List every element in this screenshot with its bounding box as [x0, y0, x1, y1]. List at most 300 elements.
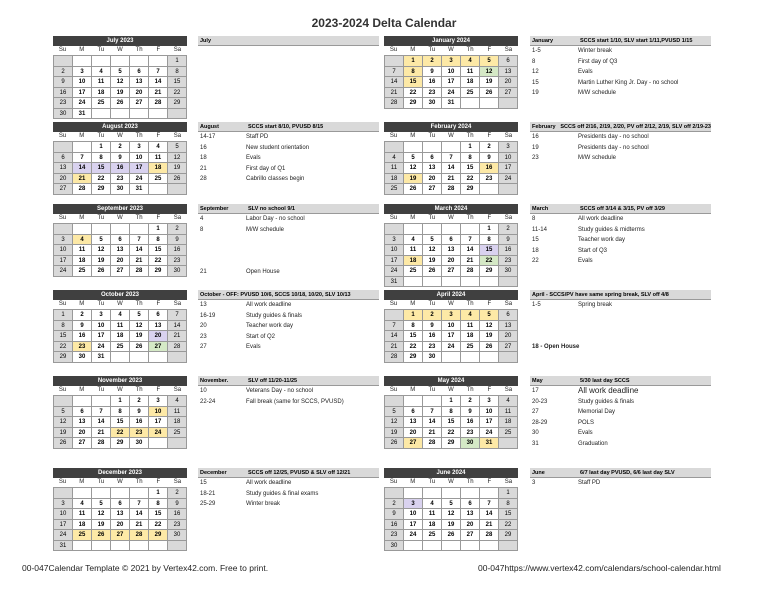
day-cell[interactable]: 15	[480, 245, 499, 256]
day-cell[interactable]: 15	[92, 163, 111, 174]
day-cell[interactable]: 1	[442, 396, 461, 407]
day-cell[interactable]: 27	[442, 266, 461, 277]
day-cell[interactable]: 3	[385, 235, 404, 246]
day-cell[interactable]: 25	[73, 266, 92, 277]
day-cell[interactable]: 31	[54, 541, 73, 552]
day-cell[interactable]: 10	[480, 407, 499, 418]
day-cell[interactable]: 27	[111, 530, 130, 541]
day-cell[interactable]: 29	[54, 352, 73, 363]
day-cell[interactable]: 16	[54, 88, 73, 99]
day-cell[interactable]: 16	[423, 77, 442, 88]
day-cell[interactable]: 28	[385, 98, 404, 109]
day-cell[interactable]: 2	[423, 310, 442, 321]
day-cell[interactable]: 14	[130, 509, 149, 520]
day-cell[interactable]: 28	[168, 342, 187, 353]
day-cell[interactable]: 16	[461, 417, 480, 428]
day-cell[interactable]: 25	[461, 342, 480, 353]
day-cell[interactable]: 3	[480, 396, 499, 407]
day-cell[interactable]: 6	[442, 235, 461, 246]
day-cell[interactable]: 25	[385, 184, 404, 195]
day-cell[interactable]: 9	[111, 153, 130, 164]
day-cell[interactable]: 21	[442, 174, 461, 185]
day-cell[interactable]: 12	[480, 67, 499, 78]
day-cell[interactable]: 12	[168, 153, 187, 164]
day-cell[interactable]: 13	[404, 417, 423, 428]
day-cell[interactable]: 24	[499, 174, 518, 185]
day-cell[interactable]: 1	[461, 142, 480, 153]
day-cell[interactable]: 17	[499, 163, 518, 174]
day-cell[interactable]: 9	[168, 235, 187, 246]
day-cell[interactable]: 24	[73, 98, 92, 109]
day-cell[interactable]: 19	[130, 331, 149, 342]
day-cell[interactable]: 27	[461, 530, 480, 541]
day-cell[interactable]: 18	[168, 417, 187, 428]
day-cell[interactable]: 7	[385, 321, 404, 332]
day-cell[interactable]: 10	[442, 67, 461, 78]
day-cell[interactable]: 27	[54, 184, 73, 195]
day-cell[interactable]: 28	[480, 530, 499, 541]
day-cell[interactable]: 8	[149, 499, 168, 510]
day-cell[interactable]: 5	[385, 407, 404, 418]
day-cell[interactable]: 15	[149, 245, 168, 256]
day-cell[interactable]: 25	[73, 530, 92, 541]
day-cell[interactable]: 28	[149, 98, 168, 109]
day-cell[interactable]: 8	[404, 67, 423, 78]
day-cell[interactable]: 3	[130, 142, 149, 153]
day-cell[interactable]: 1	[111, 396, 130, 407]
day-cell[interactable]: 9	[499, 235, 518, 246]
day-cell[interactable]: 4	[73, 235, 92, 246]
day-cell[interactable]: 21	[480, 520, 499, 531]
day-cell[interactable]: 24	[442, 342, 461, 353]
day-cell[interactable]: 21	[149, 88, 168, 99]
day-cell[interactable]: 23	[480, 174, 499, 185]
day-cell[interactable]: 14	[92, 417, 111, 428]
day-cell[interactable]: 20	[130, 88, 149, 99]
day-cell[interactable]: 10	[404, 509, 423, 520]
day-cell[interactable]: 26	[92, 266, 111, 277]
day-cell[interactable]: 14	[73, 163, 92, 174]
day-cell[interactable]: 31	[442, 98, 461, 109]
day-cell[interactable]: 18	[423, 520, 442, 531]
day-cell[interactable]: 13	[461, 509, 480, 520]
day-cell[interactable]: 12	[423, 245, 442, 256]
day-cell[interactable]: 22	[168, 88, 187, 99]
day-cell[interactable]: 22	[499, 520, 518, 531]
day-cell[interactable]: 24	[385, 266, 404, 277]
day-cell[interactable]: 8	[461, 153, 480, 164]
day-cell[interactable]: 18	[385, 174, 404, 185]
day-cell[interactable]: 1	[404, 56, 423, 67]
day-cell[interactable]: 16	[499, 245, 518, 256]
day-cell[interactable]: 29	[92, 184, 111, 195]
day-cell[interactable]: 22	[149, 256, 168, 267]
day-cell[interactable]: 17	[404, 520, 423, 531]
day-cell[interactable]: 15	[404, 77, 423, 88]
day-cell[interactable]: 25	[168, 428, 187, 439]
day-cell[interactable]: 30	[385, 541, 404, 552]
day-cell[interactable]: 3	[54, 235, 73, 246]
day-cell[interactable]: 6	[149, 310, 168, 321]
day-cell[interactable]: 30	[168, 530, 187, 541]
day-cell[interactable]: 11	[111, 321, 130, 332]
day-cell[interactable]: 1	[149, 224, 168, 235]
day-cell[interactable]: 1	[149, 488, 168, 499]
day-cell[interactable]: 5	[423, 235, 442, 246]
day-cell[interactable]: 26	[404, 184, 423, 195]
day-cell[interactable]: 7	[130, 499, 149, 510]
day-cell[interactable]: 7	[423, 407, 442, 418]
day-cell[interactable]: 7	[149, 67, 168, 78]
day-cell[interactable]: 8	[404, 321, 423, 332]
day-cell[interactable]: 4	[404, 235, 423, 246]
day-cell[interactable]: 26	[423, 266, 442, 277]
day-cell[interactable]: 4	[423, 499, 442, 510]
day-cell[interactable]: 10	[385, 245, 404, 256]
day-cell[interactable]: 11	[149, 153, 168, 164]
day-cell[interactable]: 21	[461, 256, 480, 267]
day-cell[interactable]: 23	[423, 342, 442, 353]
day-cell[interactable]: 3	[92, 310, 111, 321]
day-cell[interactable]: 19	[54, 428, 73, 439]
day-cell[interactable]: 31	[130, 184, 149, 195]
day-cell[interactable]: 6	[73, 407, 92, 418]
day-cell[interactable]: 7	[130, 235, 149, 246]
day-cell[interactable]: 17	[92, 331, 111, 342]
day-cell[interactable]: 2	[461, 396, 480, 407]
day-cell[interactable]: 23	[73, 342, 92, 353]
day-cell[interactable]: 6	[499, 310, 518, 321]
day-cell[interactable]: 27	[499, 88, 518, 99]
day-cell[interactable]: 23	[385, 530, 404, 541]
day-cell[interactable]: 18	[461, 331, 480, 342]
day-cell[interactable]: 1	[404, 310, 423, 321]
day-cell[interactable]: 28	[461, 266, 480, 277]
day-cell[interactable]: 9	[385, 509, 404, 520]
day-cell[interactable]: 6	[54, 153, 73, 164]
day-cell[interactable]: 5	[442, 499, 461, 510]
day-cell[interactable]: 24	[54, 530, 73, 541]
day-cell[interactable]: 15	[404, 331, 423, 342]
day-cell[interactable]: 9	[130, 407, 149, 418]
day-cell[interactable]: 14	[480, 509, 499, 520]
day-cell[interactable]: 15	[149, 509, 168, 520]
day-cell[interactable]: 26	[385, 438, 404, 449]
day-cell[interactable]: 20	[461, 520, 480, 531]
day-cell[interactable]: 28	[73, 184, 92, 195]
day-cell[interactable]: 3	[149, 396, 168, 407]
day-cell[interactable]: 4	[92, 67, 111, 78]
day-cell[interactable]: 18	[92, 88, 111, 99]
day-cell[interactable]: 17	[54, 520, 73, 531]
day-cell[interactable]: 21	[385, 88, 404, 99]
day-cell[interactable]: 13	[130, 77, 149, 88]
day-cell[interactable]: 24	[54, 266, 73, 277]
day-cell[interactable]: 14	[130, 245, 149, 256]
day-cell[interactable]: 14	[423, 417, 442, 428]
day-cell[interactable]: 3	[404, 499, 423, 510]
day-cell[interactable]: 11	[499, 407, 518, 418]
day-cell[interactable]: 10	[130, 153, 149, 164]
day-cell[interactable]: 25	[149, 174, 168, 185]
day-cell[interactable]: 13	[54, 163, 73, 174]
day-cell[interactable]: 16	[423, 331, 442, 342]
day-cell[interactable]: 2	[73, 310, 92, 321]
day-cell[interactable]: 29	[404, 352, 423, 363]
day-cell[interactable]: 18	[73, 256, 92, 267]
day-cell[interactable]: 8	[168, 67, 187, 78]
day-cell[interactable]: 20	[111, 256, 130, 267]
day-cell[interactable]: 13	[499, 321, 518, 332]
day-cell[interactable]: 30	[168, 266, 187, 277]
day-cell[interactable]: 15	[54, 331, 73, 342]
day-cell[interactable]: 17	[480, 417, 499, 428]
day-cell[interactable]: 24	[92, 342, 111, 353]
day-cell[interactable]: 24	[442, 88, 461, 99]
day-cell[interactable]: 23	[130, 428, 149, 439]
day-cell[interactable]: 17	[442, 331, 461, 342]
day-cell[interactable]: 5	[404, 153, 423, 164]
day-cell[interactable]: 21	[130, 520, 149, 531]
day-cell[interactable]: 5	[168, 142, 187, 153]
day-cell[interactable]: 25	[423, 530, 442, 541]
day-cell[interactable]: 27	[130, 98, 149, 109]
day-cell[interactable]: 9	[461, 407, 480, 418]
day-cell[interactable]: 7	[73, 153, 92, 164]
day-cell[interactable]: 22	[480, 256, 499, 267]
day-cell[interactable]: 11	[168, 407, 187, 418]
day-cell[interactable]: 18	[149, 163, 168, 174]
day-cell[interactable]: 20	[423, 174, 442, 185]
day-cell[interactable]: 20	[149, 331, 168, 342]
day-cell[interactable]: 1	[499, 488, 518, 499]
day-cell[interactable]: 18	[404, 256, 423, 267]
day-cell[interactable]: 24	[480, 428, 499, 439]
day-cell[interactable]: 17	[130, 163, 149, 174]
day-cell[interactable]: 11	[73, 509, 92, 520]
day-cell[interactable]: 19	[480, 77, 499, 88]
day-cell[interactable]: 21	[130, 256, 149, 267]
day-cell[interactable]: 23	[111, 174, 130, 185]
day-cell[interactable]: 2	[130, 396, 149, 407]
day-cell[interactable]: 12	[385, 417, 404, 428]
day-cell[interactable]: 31	[480, 438, 499, 449]
day-cell[interactable]: 6	[111, 499, 130, 510]
day-cell[interactable]: 17	[73, 88, 92, 99]
day-cell[interactable]: 22	[54, 342, 73, 353]
day-cell[interactable]: 16	[385, 520, 404, 531]
day-cell[interactable]: 26	[54, 438, 73, 449]
day-cell[interactable]: 28	[385, 352, 404, 363]
day-cell[interactable]: 5	[54, 407, 73, 418]
day-cell[interactable]: 4	[149, 142, 168, 153]
day-cell[interactable]: 2	[385, 499, 404, 510]
day-cell[interactable]: 23	[461, 428, 480, 439]
day-cell[interactable]: 25	[111, 342, 130, 353]
day-cell[interactable]: 13	[111, 509, 130, 520]
day-cell[interactable]: 14	[149, 77, 168, 88]
day-cell[interactable]: 2	[168, 488, 187, 499]
day-cell[interactable]: 12	[130, 321, 149, 332]
day-cell[interactable]: 8	[499, 499, 518, 510]
day-cell[interactable]: 21	[385, 342, 404, 353]
day-cell[interactable]: 30	[461, 438, 480, 449]
day-cell[interactable]: 16	[168, 245, 187, 256]
day-cell[interactable]: 28	[442, 184, 461, 195]
day-cell[interactable]: 3	[442, 310, 461, 321]
day-cell[interactable]: 24	[404, 530, 423, 541]
day-cell[interactable]: 30	[54, 109, 73, 120]
day-cell[interactable]: 20	[73, 428, 92, 439]
day-cell[interactable]: 28	[130, 530, 149, 541]
day-cell[interactable]: 17	[442, 77, 461, 88]
day-cell[interactable]: 26	[442, 530, 461, 541]
day-cell[interactable]: 22	[404, 342, 423, 353]
day-cell[interactable]: 27	[73, 438, 92, 449]
day-cell[interactable]: 29	[149, 266, 168, 277]
day-cell[interactable]: 29	[499, 530, 518, 541]
day-cell[interactable]: 30	[423, 98, 442, 109]
day-cell[interactable]: 6	[111, 235, 130, 246]
day-cell[interactable]: 9	[423, 321, 442, 332]
day-cell[interactable]: 2	[499, 224, 518, 235]
day-cell[interactable]: 11	[461, 321, 480, 332]
day-cell[interactable]: 3	[54, 499, 73, 510]
day-cell[interactable]: 8	[54, 321, 73, 332]
day-cell[interactable]: 2	[168, 224, 187, 235]
day-cell[interactable]: 15	[442, 417, 461, 428]
day-cell[interactable]: 8	[92, 153, 111, 164]
day-cell[interactable]: 31	[73, 109, 92, 120]
day-cell[interactable]: 1	[54, 310, 73, 321]
day-cell[interactable]: 13	[423, 163, 442, 174]
day-cell[interactable]: 26	[480, 88, 499, 99]
day-cell[interactable]: 30	[499, 266, 518, 277]
day-cell[interactable]: 6	[423, 153, 442, 164]
day-cell[interactable]: 17	[149, 417, 168, 428]
day-cell[interactable]: 7	[385, 67, 404, 78]
day-cell[interactable]: 30	[73, 352, 92, 363]
day-cell[interactable]: 22	[404, 88, 423, 99]
day-cell[interactable]: 12	[54, 417, 73, 428]
day-cell[interactable]: 10	[54, 509, 73, 520]
day-cell[interactable]: 23	[168, 256, 187, 267]
day-cell[interactable]: 19	[404, 174, 423, 185]
day-cell[interactable]: 27	[423, 184, 442, 195]
day-cell[interactable]: 1	[92, 142, 111, 153]
day-cell[interactable]: 10	[92, 321, 111, 332]
day-cell[interactable]: 22	[461, 174, 480, 185]
day-cell[interactable]: 10	[442, 321, 461, 332]
day-cell[interactable]: 4	[385, 153, 404, 164]
day-cell[interactable]: 19	[480, 331, 499, 342]
day-cell[interactable]: 8	[149, 235, 168, 246]
footer-url[interactable]: 00-047https://www.vertex42.com/calendars/school-calendar.html	[478, 563, 721, 573]
day-cell[interactable]: 23	[168, 520, 187, 531]
day-cell[interactable]: 28	[92, 438, 111, 449]
day-cell[interactable]: 11	[423, 509, 442, 520]
day-cell[interactable]: 10	[149, 407, 168, 418]
day-cell[interactable]: 21	[73, 174, 92, 185]
day-cell[interactable]: 23	[423, 88, 442, 99]
day-cell[interactable]: 27	[499, 342, 518, 353]
day-cell[interactable]: 9	[423, 67, 442, 78]
day-cell[interactable]: 7	[442, 153, 461, 164]
day-cell[interactable]: 29	[149, 530, 168, 541]
day-cell[interactable]: 4	[73, 499, 92, 510]
day-cell[interactable]: 19	[442, 520, 461, 531]
day-cell[interactable]: 28	[423, 438, 442, 449]
day-cell[interactable]: 8	[442, 407, 461, 418]
day-cell[interactable]: 5	[111, 67, 130, 78]
day-cell[interactable]: 9	[168, 499, 187, 510]
day-cell[interactable]: 2	[480, 142, 499, 153]
day-cell[interactable]: 29	[480, 266, 499, 277]
day-cell[interactable]: 6	[461, 499, 480, 510]
day-cell[interactable]: 16	[130, 417, 149, 428]
day-cell[interactable]: 11	[461, 67, 480, 78]
day-cell[interactable]: 26	[480, 342, 499, 353]
day-cell[interactable]: 21	[168, 331, 187, 342]
day-cell[interactable]: 19	[92, 520, 111, 531]
day-cell[interactable]: 26	[92, 530, 111, 541]
day-cell[interactable]: 24	[149, 428, 168, 439]
day-cell[interactable]: 10	[499, 153, 518, 164]
day-cell[interactable]: 29	[168, 98, 187, 109]
day-cell[interactable]: 29	[442, 438, 461, 449]
day-cell[interactable]: 13	[499, 67, 518, 78]
day-cell[interactable]: 2	[423, 56, 442, 67]
day-cell[interactable]: 22	[92, 174, 111, 185]
day-cell[interactable]: 11	[404, 245, 423, 256]
day-cell[interactable]: 20	[54, 174, 73, 185]
day-cell[interactable]: 16	[168, 509, 187, 520]
day-cell[interactable]: 21	[92, 428, 111, 439]
day-cell[interactable]: 5	[92, 499, 111, 510]
day-cell[interactable]: 27	[404, 438, 423, 449]
day-cell[interactable]: 20	[499, 77, 518, 88]
day-cell[interactable]: 3	[73, 67, 92, 78]
day-cell[interactable]: 12	[92, 245, 111, 256]
day-cell[interactable]: 22	[442, 428, 461, 439]
day-cell[interactable]: 30	[423, 352, 442, 363]
day-cell[interactable]: 18	[499, 417, 518, 428]
day-cell[interactable]: 15	[499, 509, 518, 520]
day-cell[interactable]: 3	[442, 56, 461, 67]
day-cell[interactable]: 14	[461, 245, 480, 256]
day-cell[interactable]: 4	[499, 396, 518, 407]
day-cell[interactable]: 22	[149, 520, 168, 531]
day-cell[interactable]: 11	[385, 163, 404, 174]
day-cell[interactable]: 17	[54, 256, 73, 267]
day-cell[interactable]: 9	[73, 321, 92, 332]
day-cell[interactable]: 13	[111, 245, 130, 256]
day-cell[interactable]: 5	[130, 310, 149, 321]
day-cell[interactable]: 31	[92, 352, 111, 363]
day-cell[interactable]: 7	[168, 310, 187, 321]
day-cell[interactable]: 20	[404, 428, 423, 439]
day-cell[interactable]: 19	[423, 256, 442, 267]
day-cell[interactable]: 9	[54, 77, 73, 88]
day-cell[interactable]: 18	[461, 77, 480, 88]
day-cell[interactable]: 23	[499, 256, 518, 267]
day-cell[interactable]: 27	[149, 342, 168, 353]
day-cell[interactable]: 7	[480, 499, 499, 510]
day-cell[interactable]: 4	[461, 56, 480, 67]
day-cell[interactable]: 24	[130, 174, 149, 185]
day-cell[interactable]: 19	[111, 88, 130, 99]
day-cell[interactable]: 5	[480, 56, 499, 67]
